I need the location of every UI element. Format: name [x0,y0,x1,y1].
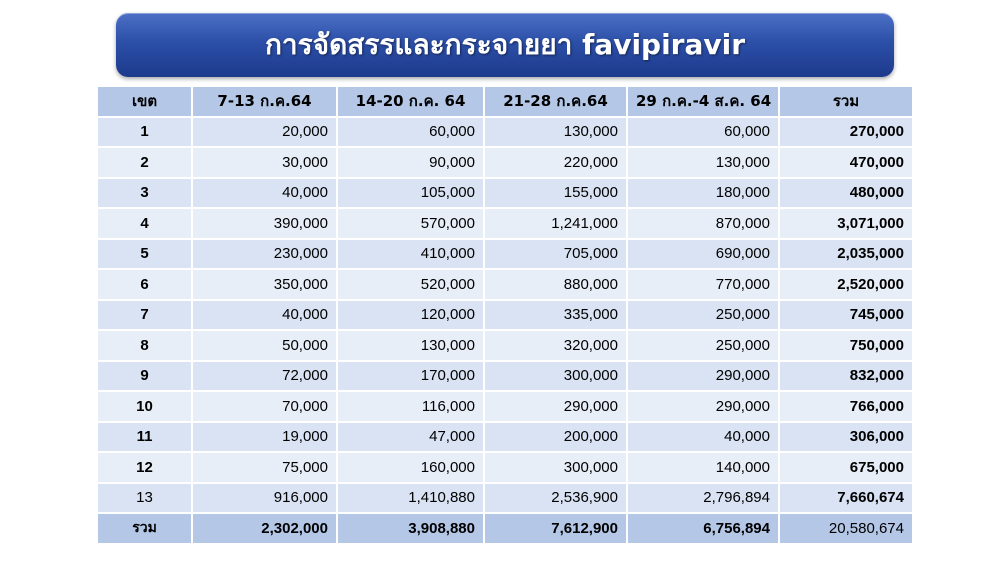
value-cell: 130,000 [628,148,780,179]
zone-cell: 7 [98,301,193,332]
table-row [98,423,912,454]
row-total-cell: 470,000 [780,148,912,179]
table-row [98,453,912,484]
value-cell: 200,000 [485,423,628,454]
value-cell: 47,000 [338,423,485,454]
zone-cell: 5 [98,240,193,271]
row-total-cell: 832,000 [780,362,912,393]
row-total-cell: 3,071,000 [780,209,912,240]
row-total-cell: 766,000 [780,392,912,423]
footer-total-week-4: 6,756,894 [628,514,780,545]
table-row [98,179,912,210]
table-row [98,331,912,362]
value-cell: 390,000 [193,209,338,240]
value-cell: 40,000 [193,301,338,332]
footer-total-label: รวม [98,514,193,545]
value-cell: 40,000 [628,423,780,454]
header-week-3: 21-28 ก.ค.64 [485,87,628,118]
value-cell: 250,000 [628,301,780,332]
value-cell: 290,000 [628,392,780,423]
table-row [98,301,912,332]
value-cell: 30,000 [193,148,338,179]
row-total-cell: 675,000 [780,453,912,484]
value-cell: 105,000 [338,179,485,210]
value-cell: 300,000 [485,362,628,393]
zone-cell: 8 [98,331,193,362]
table-row [98,270,912,301]
value-cell: 290,000 [485,392,628,423]
header-week-2: 14-20 ก.ค. 64 [338,87,485,118]
row-total-cell: 7,660,674 [780,484,912,515]
value-cell: 90,000 [338,148,485,179]
table-row [98,148,912,179]
row-total-cell: 2,520,000 [780,270,912,301]
value-cell: 520,000 [338,270,485,301]
row-total-cell: 480,000 [780,179,912,210]
table-row [98,392,912,423]
table-row [98,362,912,393]
value-cell: 220,000 [485,148,628,179]
value-cell: 120,000 [338,301,485,332]
header-zone: เขต [98,87,193,118]
value-cell: 880,000 [485,270,628,301]
zone-cell: 4 [98,209,193,240]
value-cell: 335,000 [485,301,628,332]
value-cell: 2,796,894 [628,484,780,515]
value-cell: 160,000 [338,453,485,484]
value-cell: 410,000 [338,240,485,271]
value-cell: 50,000 [193,331,338,362]
value-cell: 916,000 [193,484,338,515]
value-cell: 155,000 [485,179,628,210]
table-footer-row [98,514,912,545]
value-cell: 770,000 [628,270,780,301]
table-row [98,240,912,271]
zone-cell: 12 [98,453,193,484]
value-cell: 230,000 [193,240,338,271]
page-title: การจัดสรรและกระจายยา favipiravir [264,28,746,61]
header-week-1: 7-13 ก.ค.64 [193,87,338,118]
value-cell: 1,410,880 [338,484,485,515]
value-cell: 705,000 [485,240,628,271]
zone-cell: 9 [98,362,193,393]
value-cell: 20,000 [193,118,338,149]
table-row [98,209,912,240]
zone-cell: 1 [98,118,193,149]
value-cell: 870,000 [628,209,780,240]
header-week-4: 29 ก.ค.-4 ส.ค. 64 [628,87,780,118]
row-total-cell: 2,035,000 [780,240,912,271]
value-cell: 2,536,900 [485,484,628,515]
value-cell: 116,000 [338,392,485,423]
footer-total-week-1: 2,302,000 [193,514,338,545]
value-cell: 140,000 [628,453,780,484]
value-cell: 300,000 [485,453,628,484]
value-cell: 70,000 [193,392,338,423]
value-cell: 350,000 [193,270,338,301]
value-cell: 130,000 [485,118,628,149]
value-cell: 19,000 [193,423,338,454]
value-cell: 250,000 [628,331,780,362]
title-banner [116,13,894,77]
row-total-cell: 270,000 [780,118,912,149]
footer-total-week-3: 7,612,900 [485,514,628,545]
value-cell: 130,000 [338,331,485,362]
zone-cell: 11 [98,423,193,454]
zone-cell: 2 [98,148,193,179]
zone-cell: 10 [98,392,193,423]
table-header-row [98,87,912,118]
header-total: รวม [780,87,912,118]
footer-total-week-2: 3,908,880 [338,514,485,545]
table-row [98,484,912,515]
value-cell: 320,000 [485,331,628,362]
allocation-table [98,87,912,545]
value-cell: 570,000 [338,209,485,240]
value-cell: 60,000 [628,118,780,149]
value-cell: 180,000 [628,179,780,210]
value-cell: 40,000 [193,179,338,210]
table-body [98,118,912,515]
zone-cell: 6 [98,270,193,301]
zone-cell: 13 [98,484,193,515]
value-cell: 1,241,000 [485,209,628,240]
value-cell: 75,000 [193,453,338,484]
value-cell: 690,000 [628,240,780,271]
row-total-cell: 745,000 [780,301,912,332]
row-total-cell: 306,000 [780,423,912,454]
footer-grand-total: 20,580,674 [780,514,912,545]
zone-cell: 3 [98,179,193,210]
value-cell: 72,000 [193,362,338,393]
value-cell: 290,000 [628,362,780,393]
value-cell: 170,000 [338,362,485,393]
table-row [98,118,912,149]
value-cell: 60,000 [338,118,485,149]
row-total-cell: 750,000 [780,331,912,362]
